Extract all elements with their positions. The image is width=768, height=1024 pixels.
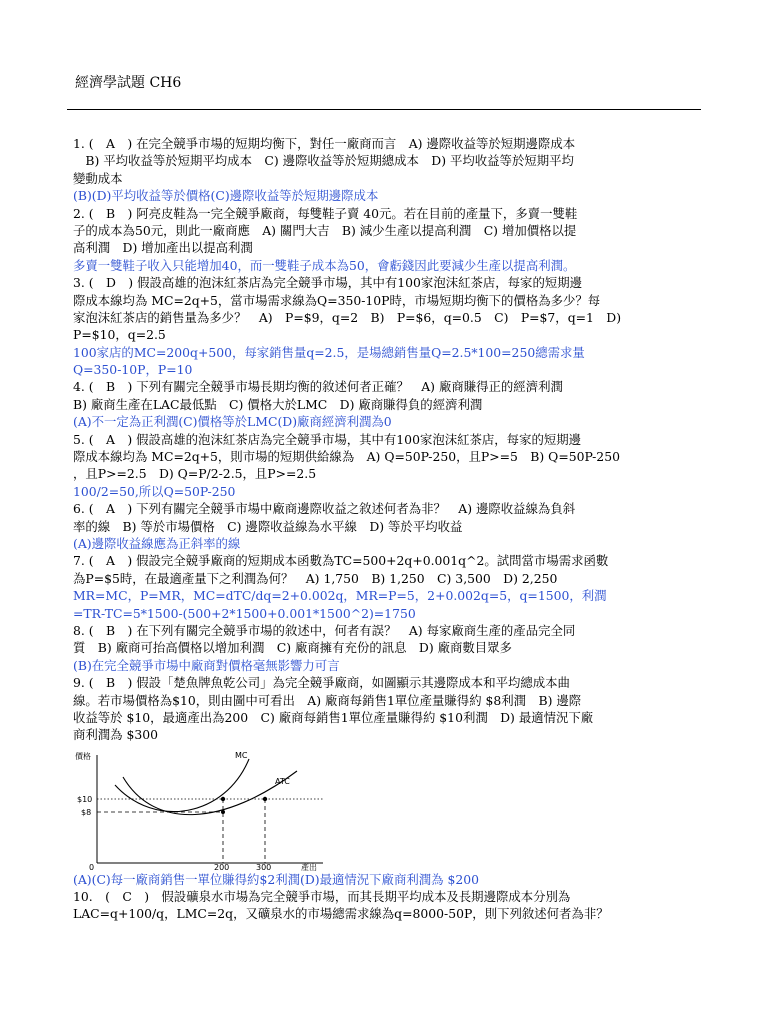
question-text-line: 7. ( A ) 假設完全競爭廠商的短期成本函數為TC=500+2q+0.001q^2。試問當市場需求函數 xyxy=(73,553,609,569)
question-text-line: 率的線 B) 等於市場價格 C) 邊際收益線為水平線 D) 等於平均收益 xyxy=(73,518,463,534)
mc-price-intersection-point xyxy=(221,796,225,800)
quantity-tick-200: 200 xyxy=(214,862,230,871)
answer-explanation: 100家店的MC=200q+500，每家銷售量q=2.5，是場總銷售量Q=2.5*100=250總需求量 xyxy=(73,344,585,360)
question-text-line: 2. ( B ) 阿亮皮鞋為一完全競爭廠商，每雙鞋子賣 40元。若在目前的產量下，多賣一雙鞋 xyxy=(73,205,578,221)
answer-explanation: (A)不一定為正利潤(C)價格等於LMC(D)廠商經濟利潤為0 xyxy=(73,414,392,430)
answer-explanation: (A)邊際收益線應為正斜率的線 xyxy=(73,535,241,551)
origin-label: 0 xyxy=(89,862,95,871)
answer-explanation: =TR-TC=5*1500-(500+2*1500+0.001*1500^2)=1750 xyxy=(73,605,416,621)
cost-curve-graph xyxy=(75,749,335,871)
question-text-line: 6. ( A ) 下列有關完全競爭市場中廠商邊際收益之敘述何者為非？ A) 邊際收益線為負斜 xyxy=(73,501,576,517)
question-text-line: 5. ( A ) 假設高雄的泡沫紅茶店為完全競爭市場，其中有100家泡沫紅茶店，每家的短期邊 xyxy=(73,431,582,447)
mc-curve xyxy=(115,759,249,812)
answer-explanation: (B)(D)平均收益等於價格(C)邊際收益等於短期邊際成本 xyxy=(73,188,379,204)
question-4 xyxy=(73,378,698,430)
question-9 xyxy=(73,674,698,888)
question-text-line: P=$10，q=2.5 xyxy=(73,327,166,343)
question-5 xyxy=(73,431,698,501)
question-text-line: B) 廠商生產在LAC最低點 C) 價格大於LMC D) 廠商賺得負的經濟利潤 xyxy=(73,396,483,412)
question-text-line: 變動成本 xyxy=(73,170,123,186)
price-tick-8: $8 xyxy=(81,807,92,817)
answer-explanation: 100/2=50,所以Q=50P-250 xyxy=(73,483,236,499)
question-3 xyxy=(73,274,698,378)
question-1 xyxy=(73,135,698,205)
answer-explanation: Q=350-10P，P=10 xyxy=(73,362,193,378)
y-axis-label: 價格 xyxy=(75,751,91,761)
page-title: 經濟學試題 CH6 xyxy=(75,75,182,91)
question-text-line: 家泡沫紅茶店的銷售量為多少？ A) P=$9，q=2 B) P=$6，q=0.5 C) P=$7，q=1 D) xyxy=(73,309,622,325)
question-text-line: B) 平均收益等於短期平均成本 C) 邊際收益等於短期總成本 D) 平均收益等於短期平均 xyxy=(73,153,574,169)
question-text-line: 質 B) 廠商可抬高價格以增加利潤 C) 廠商擁有充份的訊息 D) 廠商數目眾多 xyxy=(73,640,512,656)
question-text-line: 8. ( B ) 在下列有關完全競爭市場的敘述中，何者有誤？ A) 每家廠商生產的產品完全同 xyxy=(73,622,576,638)
question-6 xyxy=(73,500,698,552)
atc-curve-label: ATC xyxy=(275,776,290,786)
question-text-line: LAC=q+100/q，LMC=2q，又礦泉水的市場總需求線為q=8000-50P，則下列敘述何者為非？ xyxy=(73,906,609,922)
question-text-line: ，且P>=2.5 D) Q=P/2-2.5，且P>=2.5 xyxy=(73,466,317,482)
quantity-tick-300: 300 xyxy=(256,862,272,871)
question-text-line: 4. ( B ) 下列有關完全競爭市場長期均衡的敘述何者正確？ A) 廠商賺得正的經濟利潤 xyxy=(73,379,563,395)
question-2 xyxy=(73,205,698,275)
question-7 xyxy=(73,552,698,622)
answer-explanation: MR=MC，P=MR，MC=dTC/dq=2+0.002q，MR=P=5，2+0.002q=5，q=1500，利潤 xyxy=(73,588,607,604)
question-text-line: 3. ( D ) 假設高雄的泡沫紅茶店為完全競爭市場，其中有100家泡沫紅茶店，每家的短期邊 xyxy=(73,275,583,291)
question-text-line: 際成本線均為 MC=2q+5，則市場的短期供給線為 A) Q=50P-250，且P>=5 B) Q=50P-250 xyxy=(73,449,620,465)
answer-explanation: (A)(C)每一廠商銷售一單位賺得約$2利潤(D)最適情況下廠商利潤為 $200 xyxy=(73,871,479,887)
atc-price-intersection-point xyxy=(263,796,267,800)
answer-explanation: 多賣一雙鞋子收入只能增加40，而一雙鞋子成本為50，會虧錢因此要減少生產以提高利潤。 xyxy=(73,257,576,273)
question-text-line: 線。若市場價格為$10，則由圖中可看出 A) 廠商每銷售1單位產量賺得約 $8利潤 B) 邊際 xyxy=(73,692,582,708)
question-10 xyxy=(73,888,698,923)
question-text-line: 10. ( C ) 假設礦泉水市場為完全競爭市場，而其長期平均成本及長期邊際成本分別為 xyxy=(73,889,571,905)
question-text-line: 9. ( B ) 假設「楚魚牌魚乾公司」為完全競爭廠商，如圖顯示其邊際成本和平均總成本曲 xyxy=(73,675,570,691)
question-text-line: 高利潤 D) 增加產出以提高利潤 xyxy=(73,240,253,256)
header-divider xyxy=(67,109,701,110)
question-text-line: 收益等於 $10，最適產出為200 C) 廠商每銷售1單位產量賺得約 $10利潤 D) 最適情況下廠 xyxy=(73,709,594,725)
question-8 xyxy=(73,622,698,674)
question-text-line: 子的成本為50元，則此一廠商應 A) 關門大吉 B) 減少生產以提高利潤 C) 增加價格以提 xyxy=(73,222,577,238)
atc-at-q200-point xyxy=(221,810,225,814)
mc-curve-label: MC xyxy=(235,750,248,760)
question-text-line: 1. ( A ) 在完全競爭市場的短期均衡下，對任一廠商而言 A) 邊際收益等於短期邊際成本 xyxy=(73,136,576,151)
question-list xyxy=(73,135,698,923)
price-tick-10: $10 xyxy=(77,794,93,804)
question-text-line: 為P=$5時，在最適產量下之利潤為何？ A) 1,750 B) 1,250 C) 3,500 D) 2,250 xyxy=(73,570,558,586)
x-axis-label: 產出 xyxy=(301,862,317,871)
question-text-line: 商利潤為 $300 xyxy=(73,727,159,743)
question-text-line: 際成本線均為 MC=2q+5，當市場需求線為Q=350-10P時，市場短期均衡下的價格為多少？每 xyxy=(73,292,601,308)
answer-explanation: (B)在完全競爭市場中廠商對價格毫無影響力可言 xyxy=(73,657,340,673)
